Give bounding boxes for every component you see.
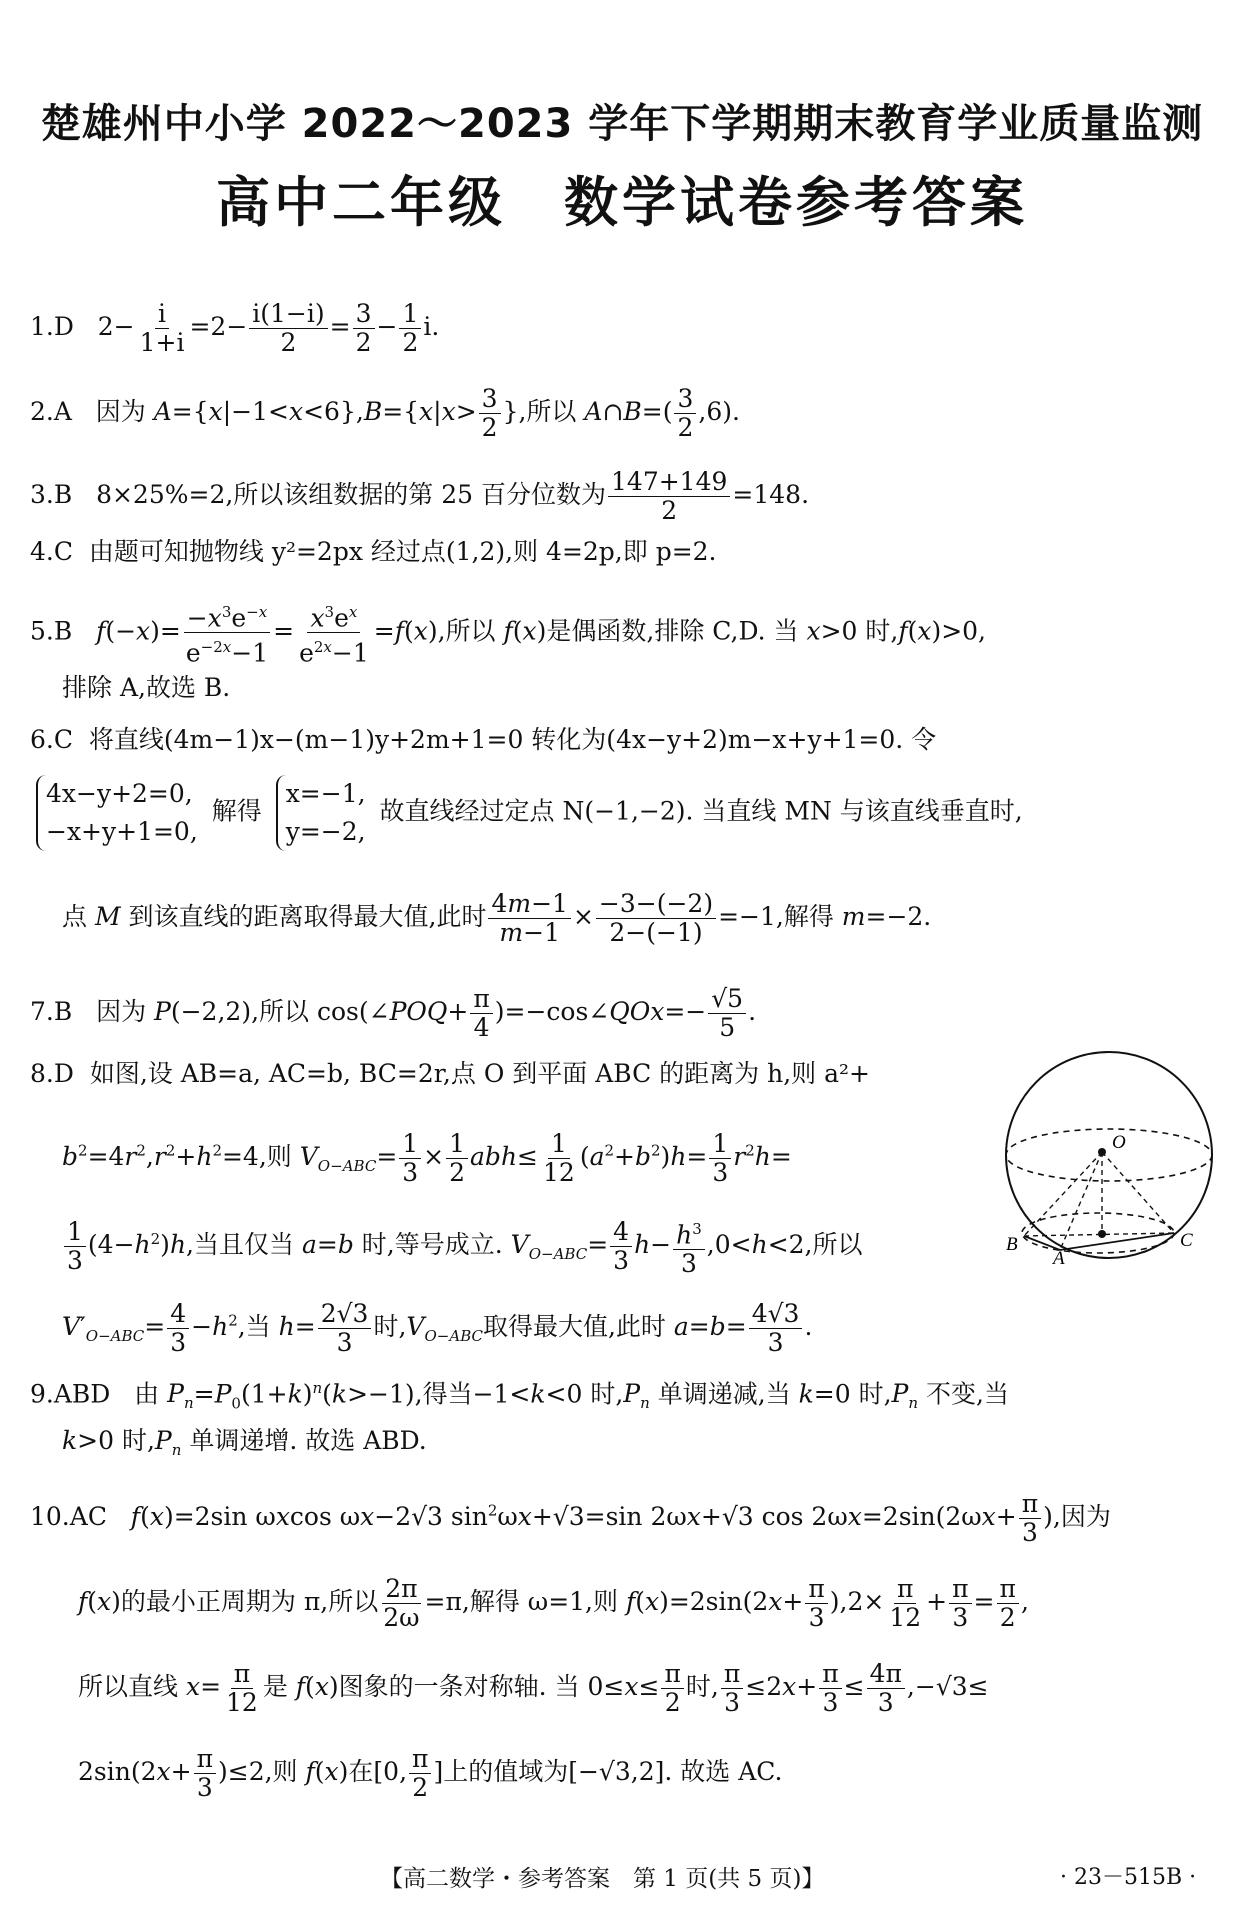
answer-9-cont: k>0 时$,P_n$ 单调递增. 故选 ABD.	[62, 1426, 427, 1459]
answer-2: 2.A 因为 A={x|−1<x<6},B={x|x> $\frac{3}{2}$ },所以 A∩B=( $\frac{3}{2}$ ,6).	[30, 384, 740, 442]
answer-6: 6.C 将直线(4m−1)x−(m−1)y+2m+1=0 转化为(4x−y+2)m−x+y+1=0. 令	[30, 725, 937, 754]
answer-9: 9.ABD 由 $P_n=P_0(1+k)^n(k>-1)$,得当−1<k<0 时$,P_n$ 单调递减,当 k=0 时$,P_n$ 不变,当	[30, 1379, 1009, 1413]
answer-5: 5.B f(−x)= $\frac{-x^3e^{-x}}{e^{-2x}-1}$ = $\frac{x^3e^x}{e^{2x}-1}$ =f(x),所以 f(x)是偶函数,排除 C,D. 当 x>0 时,f(x)>0,	[30, 598, 986, 668]
answer-3: 3.B 8×25%=2,所以该组数据的第 25 百分位数为 $\frac{147+149}{2}$ =148.	[30, 467, 810, 525]
answer-8-line2: $b^2=4r^2,r^2+h^2=4$,则 $V_{O-ABC}=$ $\frac{1}{3}$ × $\frac{1}{2}$ abh≤ $\frac{1}{12}$ $(a^2+b^2)h=$ $\frac{1}{3}$ $r^2h=$	[62, 1129, 792, 1187]
answer-8: 8.D 如图,设 AB=a, AC=b, BC=2r,点 O 到平面 ABC 的距离为 h,则 a²+	[30, 1059, 870, 1088]
answer-5-cont: 排除 A,故选 B.	[62, 673, 231, 702]
label-C: C	[1180, 1230, 1193, 1251]
exam-title-line2: 高中二年级 数学试卷参考答案	[216, 171, 1028, 234]
answer-6-cont: 点 M 到该直线的距离取得最大值,此时 $\frac{4m-1}{m-1}$ × $\frac{-3-(-2)}{2-(-1)}$ =−1,解得 m=−2.	[62, 889, 932, 947]
sphere-figure	[998, 1050, 1220, 1265]
label-A: A	[1053, 1248, 1065, 1265]
answer-8-line4: $V'_{O-ABC}=$ $\frac{4}{3}$ $-h^2$,当 h= $\frac{2√3}{3}$ 时$,V_{O-ABC}$取得最大值,此时 a=b= $\frac{4√3}{3}$ .	[62, 1299, 813, 1357]
answer-4: 4.C 由题可知抛物线 y²=2px 经过点(1,2),则 4=2p,即 p=2.	[30, 537, 717, 566]
answer-6-system: 4x−y+2=0, −x+y+1=0, 解得 x=−1, y=−2, 故直线经过定点 N(−1,−2). 当直线 MN 与该直线垂直时,	[30, 775, 1023, 851]
answer-8-line3: $\frac{1}{3}$ $(4-h^2)h$,当且仅当 a=b 时,等号成立. $V_{O-ABC}=$ $\frac{4}{3}$ h− $\frac{h^3}{3}$ ,0<h<2,所以	[62, 1215, 863, 1278]
answer-7: 7.B 因为 P(−2,2),所以 cos(∠POQ+ $\frac{\pi}{4}$ )=−cos∠QOx=− $\frac{√5}{5}$ .	[30, 984, 757, 1042]
label-O: O	[1112, 1132, 1126, 1153]
exam-title-line1: 楚雄州中小学 2022～2023 学年下学期期末教育学业质量监测	[40, 101, 1204, 147]
answer-10-line2: f(x)的最小正周期为 π,所以 $\frac{2\pi}{2\omega}$ =π,解得 ω=1,则 f(x)=2sin(2x+ $\frac{\pi}{3}$ ),2× $\frac{\pi}{12}$ + $\frac{\pi}{3}$ = $\frac{\pi}{2}$ ,	[78, 1574, 1029, 1632]
answer-10: 10.AC f(x)=2sin ωxcos ωx−2√3 $\sin^2\omega x+√3=\sin$ 2ωx+√3 cos 2ωx=2sin(2ωx+ $\frac{\pi}{3}$ ),因为	[30, 1489, 1111, 1547]
answer-1: 1.D 2− $\frac{i}{1+i}$ =2− $\frac{i(1-i)}{2}$ = $\frac{3}{2}$ − $\frac{1}{2}$ i.	[30, 299, 440, 357]
answer-10-line4: 2sin(2x+ $\frac{\pi}{3}$ )≤2,则 f(x)在[0, $\frac{\pi}{2}$ ]上的值域为[−√3,2]. 故选 AC.	[78, 1744, 783, 1802]
answer-10-line3: 所以直线 x= $\frac{\pi}{12}$ 是 f(x)图象的一条对称轴. 当 0≤x≤ $\frac{\pi}{2}$ 时, $\frac{\pi}{3}$ ≤2x+ $\frac{\pi}{3}$ ≤ $\frac{4\pi}{3}$ ,−√3≤	[78, 1659, 989, 1717]
paper-code: · 23－515B ·	[1060, 1865, 1197, 1890]
label-B: B	[1006, 1234, 1018, 1255]
page-footer: 【高二数学・参考答案 第 1 页(共 5 页)】	[380, 1866, 825, 1892]
